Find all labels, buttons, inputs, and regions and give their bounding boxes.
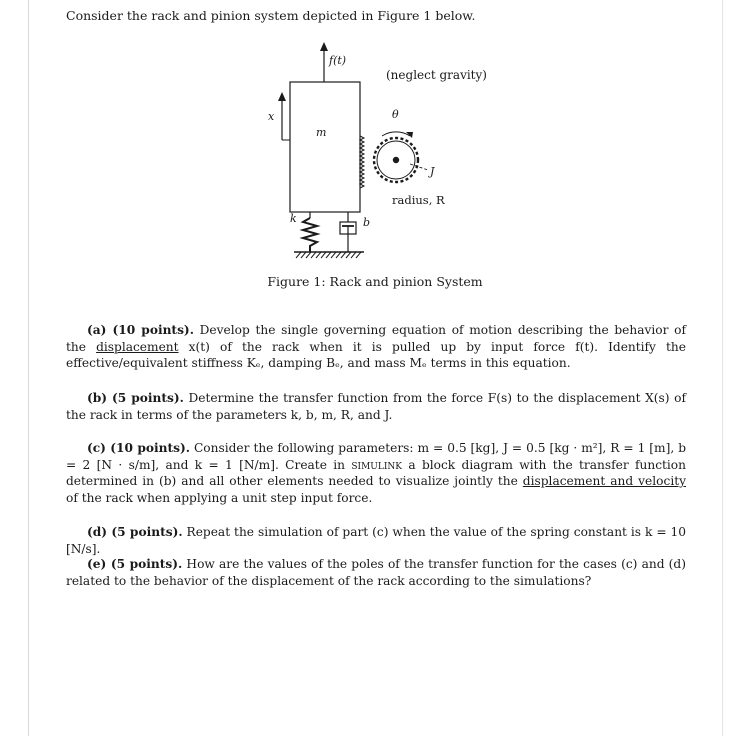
question-d: (d) (5 points). Repeat the simulation of part (c) when the value of the spring constant is k = 10 [N/s]. [66,525,686,556]
spring [303,218,317,252]
radius-label: radius, R [392,193,445,207]
simulink-term: simulink [351,457,402,472]
x-arrowhead [278,92,286,101]
question-c-label: (c) (10 points). [87,441,190,455]
question-b: (b) (5 points). Determine the transfer function from the force F(s) to the displacement X(s) of the rack in terms of the parameters k, b, m, R, and J. [66,391,686,422]
question-a-label: (a) (10 points). [87,323,194,337]
damper-label: b [363,216,371,229]
page-right-edge [722,0,723,736]
force-arrowhead [320,42,328,51]
pinion-axle [393,157,399,163]
figure-1 [260,40,500,270]
question-b-label: (b) (5 points). [87,391,184,405]
question-d-label: (d) (5 points). [87,525,183,539]
rack-mass-block [290,82,360,212]
force-label: f(t) [329,54,347,67]
x-label: x [268,110,275,123]
underlined-term: displacement [96,339,179,354]
question-c: (c) (10 points). Consider the following parameters: m = 0.5 [kg], J = 0.5 [kg · m²], R = 1 [m], b = 2 [N · s/m], and k = 1 [N/m]. Create in simulink a block diagram with the transfer function determined in (b) and all other elements needed to visualize jointly the displacement and velocity of the rack when applying a unit step input force. [66,441,687,505]
question-e: (e) (5 points). How are the values of the poles of the transfer function for the cases (c) and (d) related to the behavior of the displacement of the rack according to the simulations? [66,557,686,588]
inertia-label: J [430,165,435,178]
theta-label: θ [392,108,399,121]
rack-teeth [360,136,364,188]
theta-arc [382,132,410,136]
mass-label: m [316,126,327,139]
spring-label: k [290,212,297,225]
figure-caption: Figure 1: Rack and pinion System [267,274,483,289]
question-e-label: (e) (5 points). [87,557,183,571]
gravity-note: (neglect gravity) [386,68,487,82]
underlined-term: displacement and velocity [522,474,687,489]
page-left-edge [28,0,29,736]
intro-text: Consider the rack and pinion system depicted in Figure 1 below. [66,8,476,23]
question-a: (a) (10 points). Develop the single governing equation of motion describing the behavior of the displacement x(t) of the rack when it is pulled up by input force f(t). Identify the effective/equivalent stiffness Kₑ, damping Bₑ, and mass Mₑ terms in this equation. [66,323,686,371]
